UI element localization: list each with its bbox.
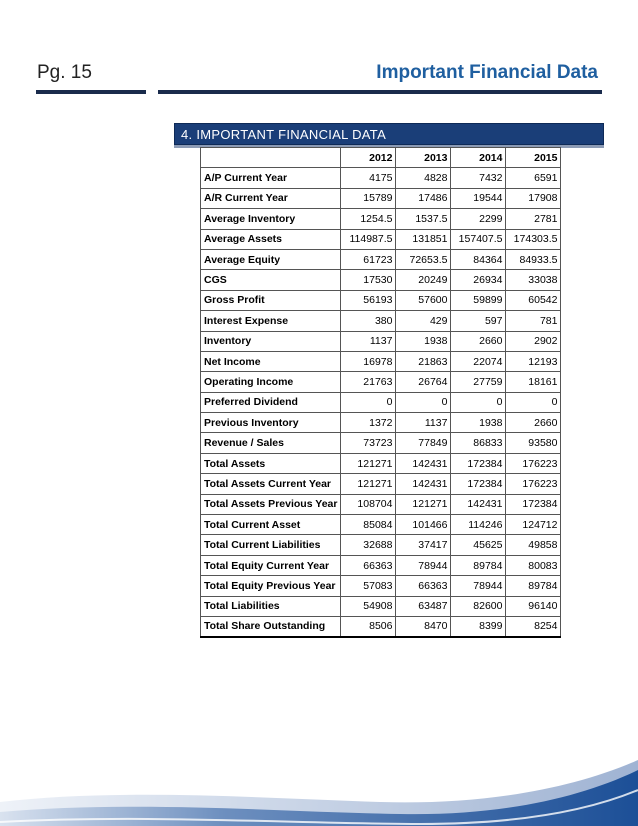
- value-cell: 131851: [396, 229, 451, 249]
- table-row: [201, 535, 561, 555]
- value-cell: 57083: [341, 576, 396, 596]
- table-row: [201, 596, 561, 616]
- value-cell: 4175: [341, 168, 396, 188]
- row-label: Total Assets Current Year: [201, 474, 341, 494]
- value-cell: 37417: [396, 535, 451, 555]
- value-cell: 59899: [451, 290, 506, 310]
- table-row: [201, 331, 561, 351]
- row-label: CGS: [201, 270, 341, 290]
- value-cell: 0: [341, 392, 396, 412]
- page-number: Pg. 15: [37, 62, 92, 83]
- table-row: [201, 576, 561, 596]
- year-header: 2015: [506, 148, 561, 168]
- row-label: Total Equity Previous Year: [201, 576, 341, 596]
- value-cell: 114246: [451, 515, 506, 535]
- value-cell: 78944: [451, 576, 506, 596]
- table-row: [201, 474, 561, 494]
- value-cell: 8254: [506, 616, 561, 636]
- value-cell: 172384: [506, 494, 561, 514]
- value-cell: 20249: [396, 270, 451, 290]
- value-cell: 18161: [506, 372, 561, 392]
- value-cell: 73723: [341, 433, 396, 453]
- value-cell: 176223: [506, 453, 561, 473]
- row-label: Operating Income: [201, 372, 341, 392]
- value-cell: 32688: [341, 535, 396, 555]
- value-cell: 597: [451, 311, 506, 331]
- value-cell: 57600: [396, 290, 451, 310]
- value-cell: 80083: [506, 555, 561, 575]
- value-cell: 54908: [341, 596, 396, 616]
- table-row: [201, 392, 561, 412]
- section-title: 4. IMPORTANT FINANCIAL DATA: [181, 127, 387, 142]
- value-cell: 2781: [506, 209, 561, 229]
- value-cell: 26934: [451, 270, 506, 290]
- value-cell: 429: [396, 311, 451, 331]
- value-cell: 78944: [396, 555, 451, 575]
- value-cell: 121271: [341, 453, 396, 473]
- value-cell: 93580: [506, 433, 561, 453]
- value-cell: 2660: [506, 413, 561, 433]
- value-cell: 15789: [341, 188, 396, 208]
- table-row: [201, 351, 561, 371]
- row-label: Preferred Dividend: [201, 392, 341, 412]
- value-cell: 12193: [506, 351, 561, 371]
- table-row: [201, 270, 561, 290]
- value-cell: 22074: [451, 351, 506, 371]
- table-row: [201, 453, 561, 473]
- value-cell: 6591: [506, 168, 561, 188]
- table-row: [201, 494, 561, 514]
- header-rule-left: [36, 90, 146, 94]
- row-label: Average Equity: [201, 249, 341, 269]
- value-cell: 1537.5: [396, 209, 451, 229]
- value-cell: 2902: [506, 331, 561, 351]
- value-cell: 172384: [451, 474, 506, 494]
- section-title-bar: [174, 123, 604, 145]
- value-cell: 1137: [341, 331, 396, 351]
- value-cell: 121271: [341, 474, 396, 494]
- value-cell: 27759: [451, 372, 506, 392]
- value-cell: 2660: [451, 331, 506, 351]
- value-cell: 56193: [341, 290, 396, 310]
- row-label: Previous Inventory: [201, 413, 341, 433]
- row-label: Total Current Asset: [201, 515, 341, 535]
- row-label: Interest Expense: [201, 311, 341, 331]
- value-cell: 82600: [451, 596, 506, 616]
- value-cell: 77849: [396, 433, 451, 453]
- row-label: Average Inventory: [201, 209, 341, 229]
- value-cell: 85084: [341, 515, 396, 535]
- value-cell: 0: [506, 392, 561, 412]
- row-label: Total Share Outstanding: [201, 616, 341, 636]
- value-cell: 72653.5: [396, 249, 451, 269]
- table-body: [201, 168, 561, 637]
- row-label: Gross Profit: [201, 290, 341, 310]
- value-cell: 96140: [506, 596, 561, 616]
- table-header-row: [201, 148, 561, 168]
- value-cell: 17908: [506, 188, 561, 208]
- value-cell: 1137: [396, 413, 451, 433]
- value-cell: 8470: [396, 616, 451, 636]
- value-cell: 26764: [396, 372, 451, 392]
- table-corner-cell: [201, 148, 341, 168]
- value-cell: 89784: [451, 555, 506, 575]
- row-label: Total Current Liabilities: [201, 535, 341, 555]
- value-cell: 49858: [506, 535, 561, 555]
- year-header: 2014: [451, 148, 506, 168]
- value-cell: 121271: [396, 494, 451, 514]
- table-row: [201, 168, 561, 188]
- value-cell: 1938: [451, 413, 506, 433]
- value-cell: 142431: [451, 494, 506, 514]
- value-cell: 84364: [451, 249, 506, 269]
- value-cell: 66363: [396, 576, 451, 596]
- value-cell: 7432: [451, 168, 506, 188]
- value-cell: 66363: [341, 555, 396, 575]
- value-cell: 124712: [506, 515, 561, 535]
- value-cell: 16978: [341, 351, 396, 371]
- value-cell: 2299: [451, 209, 506, 229]
- value-cell: 89784: [506, 576, 561, 596]
- page-title: Important Financial Data: [376, 62, 598, 83]
- value-cell: 61723: [341, 249, 396, 269]
- value-cell: 45625: [451, 535, 506, 555]
- header-rule-right: [158, 90, 602, 94]
- value-cell: 108704: [341, 494, 396, 514]
- value-cell: 0: [396, 392, 451, 412]
- value-cell: 33038: [506, 270, 561, 290]
- table-row: [201, 311, 561, 331]
- table-row: [201, 249, 561, 269]
- value-cell: 17486: [396, 188, 451, 208]
- row-label: Average Assets: [201, 229, 341, 249]
- footer-wave-graphic: [0, 740, 638, 826]
- value-cell: 380: [341, 311, 396, 331]
- row-label: Inventory: [201, 331, 341, 351]
- table-row: [201, 515, 561, 535]
- row-label: Total Equity Current Year: [201, 555, 341, 575]
- value-cell: 176223: [506, 474, 561, 494]
- value-cell: 1372: [341, 413, 396, 433]
- value-cell: 142431: [396, 453, 451, 473]
- value-cell: 157407.5: [451, 229, 506, 249]
- table-row: [201, 290, 561, 310]
- year-header: 2013: [396, 148, 451, 168]
- table-row: [201, 433, 561, 453]
- row-label: Net Income: [201, 351, 341, 371]
- row-label: Total Liabilities: [201, 596, 341, 616]
- value-cell: 8506: [341, 616, 396, 636]
- value-cell: 21763: [341, 372, 396, 392]
- table-row: [201, 413, 561, 433]
- value-cell: 17530: [341, 270, 396, 290]
- value-cell: 63487: [396, 596, 451, 616]
- value-cell: 86833: [451, 433, 506, 453]
- year-header: 2012: [341, 148, 396, 168]
- row-label: Total Assets: [201, 453, 341, 473]
- table-row: [201, 372, 561, 392]
- value-cell: 1938: [396, 331, 451, 351]
- value-cell: 0: [451, 392, 506, 412]
- value-cell: 4828: [396, 168, 451, 188]
- table-row: [201, 616, 561, 636]
- financial-data-table: [200, 147, 561, 638]
- row-label: Total Assets Previous Year: [201, 494, 341, 514]
- table-row: [201, 188, 561, 208]
- row-label: Revenue / Sales: [201, 433, 341, 453]
- table-row: [201, 209, 561, 229]
- value-cell: 84933.5: [506, 249, 561, 269]
- value-cell: 101466: [396, 515, 451, 535]
- value-cell: 60542: [506, 290, 561, 310]
- value-cell: 142431: [396, 474, 451, 494]
- value-cell: 172384: [451, 453, 506, 473]
- row-label: A/P Current Year: [201, 168, 341, 188]
- value-cell: 21863: [396, 351, 451, 371]
- row-label: A/R Current Year: [201, 188, 341, 208]
- value-cell: 19544: [451, 188, 506, 208]
- value-cell: 174303.5: [506, 229, 561, 249]
- value-cell: 8399: [451, 616, 506, 636]
- value-cell: 1254.5: [341, 209, 396, 229]
- table-row: [201, 229, 561, 249]
- value-cell: 781: [506, 311, 561, 331]
- value-cell: 114987.5: [341, 229, 396, 249]
- table-row: [201, 555, 561, 575]
